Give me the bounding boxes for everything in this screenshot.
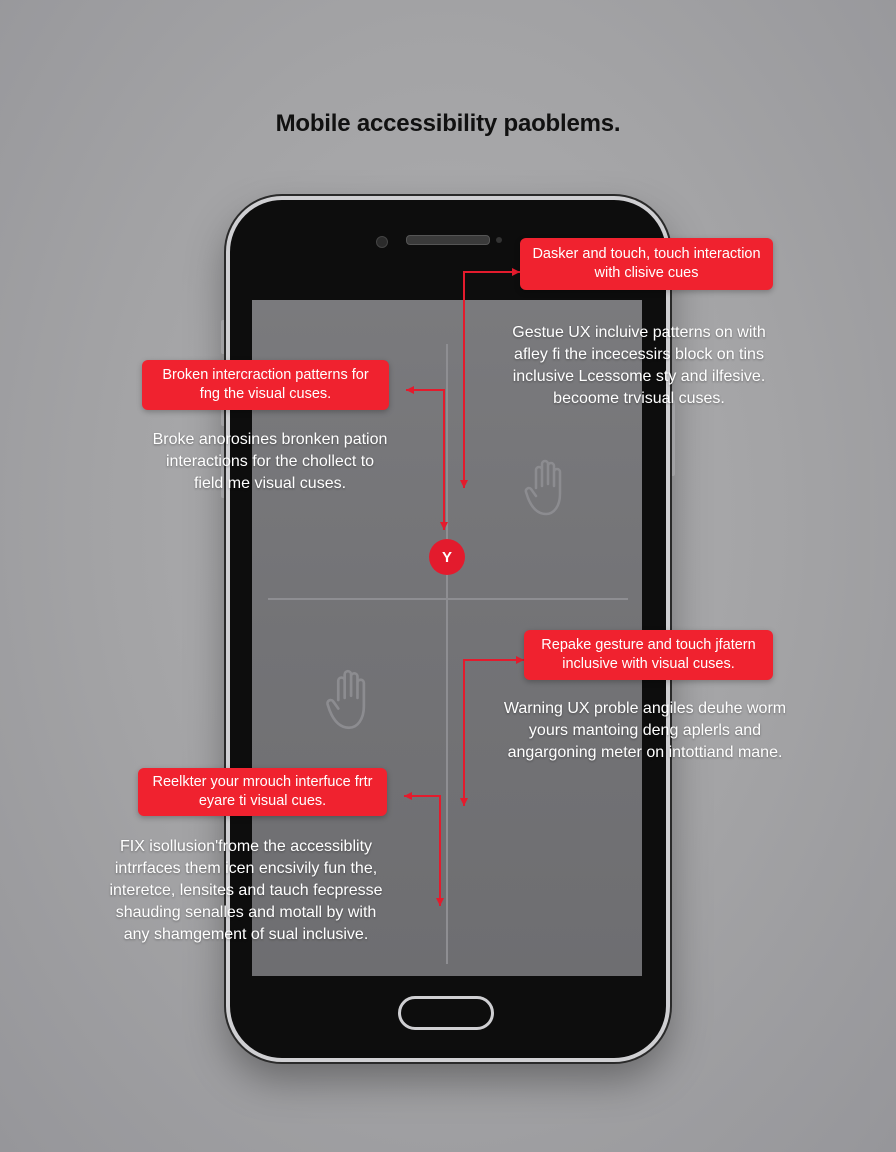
sensor-icon [496,237,502,243]
hand-icon [524,458,570,526]
hand-icon [323,668,377,740]
side-button [670,400,675,476]
description-line: Broke anorosines bronken pation [152,431,388,448]
screen-divider-horizontal [268,598,628,600]
description-top-right [498,322,780,410]
callout-top-right [520,238,773,290]
description-line: intrrfaces them icen encsivily fun the, [114,860,378,877]
callout-label: Repake gesture and touch jfatern inclusive with visual cuses. [541,637,756,672]
description-line: field me visual cuses. [193,475,347,492]
description-mid-left [136,429,404,495]
description-mid-right [500,698,790,764]
description-line: Warning UX proble angiles deuhe worm [503,700,787,717]
page-title: Mobile accessibility paoblems. [275,110,621,137]
callout-label: Broken intercraction patterns for fng the visual cuses. [162,367,369,402]
description-bottom-left [100,836,392,946]
callout-label: Dasker and touch, touch interaction with clisive cues [532,246,761,281]
description-line: becoome trvisual cuses. [553,390,725,407]
center-marker: Y [429,539,465,575]
description-line: Gestue UX incluive patterns on with [512,324,766,341]
callout-mid-right [524,630,773,680]
description-line: angargoning meter on intottiand mane. [507,744,783,761]
description-line: FIX isollusion'frome the accessiblity [119,838,373,855]
description-line: afley fi the incecessirs block on tins [514,346,764,363]
screen-divider-vertical [446,344,448,964]
home-button[interactable] [398,996,494,1030]
callout-bottom-left [138,768,387,816]
description-line: any shamgement of sual inclusive. [123,926,369,943]
speaker-grille [406,235,490,245]
camera-icon [376,236,388,248]
description-line: interactions for the chollect to [165,453,375,470]
description-line: shauding senalles and motall by with [115,904,377,921]
callout-mid-left [142,360,389,410]
description-line: interetce, lensites and tauch fecpresse [109,882,383,899]
description-line: inclusive Lcessome sty and ilfesive. [512,368,766,385]
description-line: yours mantoing deng aplerls and [528,722,762,739]
callout-label: Reelkter your mrouch interfuce frtr eyare ti visual cues. [152,774,373,809]
